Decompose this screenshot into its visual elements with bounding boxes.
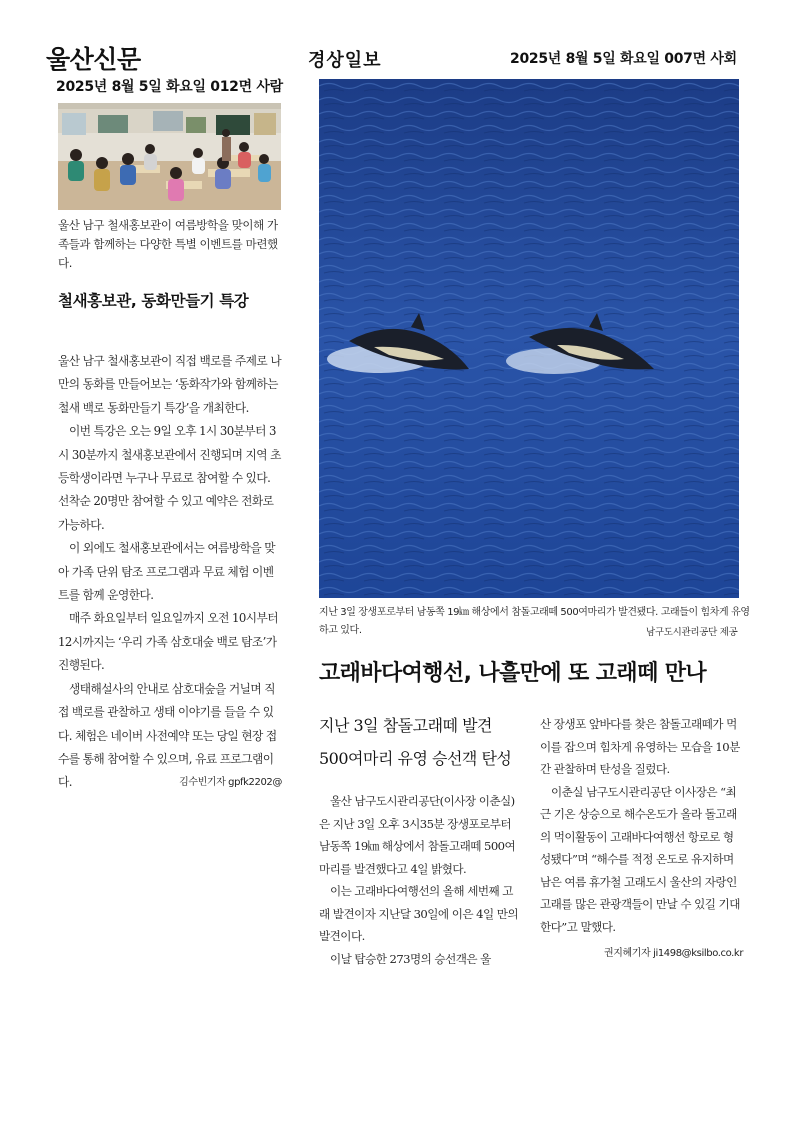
left-article-heading: 철새홍보관, 동화만들기 특강 <box>58 292 249 310</box>
left-paper-date: 2025년 8월 5일 화요일 012면 사람 <box>56 79 283 95</box>
left-photo-caption: 울산 남구 철새홍보관이 여름방학을 맞이해 가족들과 함께하는 다양한 특별 이벤트를 마련했다. <box>58 218 278 270</box>
left-paragraph: 매주 화요일부터 일요일까지 오전 10시부터 12시까지는 ‘우리 가족 삼호대숲 백로 탐조’가 진행된다. <box>58 611 279 673</box>
left-paragraph: 이번 특강은 오는 9일 오후 1시 30분부터 3시 30분까지 철새홍보관에서 진행되며 지역 초등학생이라면 누구나 무료로 참여할 수 있다. 선착순 20명만 참여할 수 있고 예약은 전화로 가능하다. <box>58 424 281 532</box>
article-paragraph: 이는 고래바다여행선의 올해 세번째 고래 발견이자 지난달 30일에 이은 4일 만의 발견이다. <box>319 884 519 943</box>
classroom-photo <box>58 103 281 210</box>
center-paper-name: 경상일보 <box>308 50 382 71</box>
left-paragraph: 이 외에도 철새홍보관에서는 여름방학을 맞아 가족 단위 탐조 프로그램과 무료 체험 이벤트를 함께 운영한다. <box>58 541 275 603</box>
main-photo-caption: 지난 3일 장생포로부터 남동쪽 19㎞ 해상에서 참돌고래떼 500여마리가 발견됐다. 고래들이 힘차게 유영하고 있다. <box>319 607 750 636</box>
photo-credit: 남구도시관리공단 제공 <box>646 627 738 638</box>
article-paragraph: 산 장생포 앞바다를 찾은 참돌고래떼가 먹이를 잡으며 힘차게 유영하는 모습을 10분간 관찰하며 탄성을 질렀다. <box>540 717 740 776</box>
main-headline: 고래바다여행선, 나흘만에 또 고래떼 만나 <box>319 661 707 686</box>
subheadline-1: 지난 3일 참돌고래떼 발견 <box>319 716 492 735</box>
main-byline: 권지혜기자 ji1498@ksilbo.co.kr <box>604 948 744 959</box>
article-paragraph: 이날 탑승한 273명의 승선객은 울 <box>330 951 491 966</box>
left-paragraph-text: 생태해설사의 안내로 삼호대숲을 거닐며 직접 백로를 관찰하고 생태 이야기를 들을 수 있다. 체험은 네이버 사전예약 또는 당일 현장 접수를 통해 참여할 수 있으며, 유료 프로그램이다. <box>58 681 277 790</box>
main-article-column-1 <box>319 790 519 970</box>
left-paper-name: 울산신문 <box>46 45 141 74</box>
article-paragraph: 이춘실 남구도시관리공단 이사장은 “최근 기온 상승으로 해수온도가 올라 돌고래의 먹이활동이 고래바다여행선 항로로 형성됐다”며 “해수를 적정 온도로 유지하며 남은 여름 휴가철 고래도시 울산의 자랑인 고래를 많은 관광객들이 만날 수 있길 기대한다”고 말했다. <box>540 784 740 934</box>
article-paragraph: 울산 남구도시관리공단(이사장 이춘실)은 지난 3일 오후 3시35분 장생포로부터 남동쪽 19㎞ 해상에서 참돌고래떼 500여마리를 발견했다고 4일 밝혔다. <box>319 794 516 876</box>
left-byline: 김수빈기자 gpfk2202@ <box>179 777 282 789</box>
left-article-body <box>58 350 282 795</box>
main-article-column-2 <box>540 713 742 938</box>
left-paragraph: 울산 남구 철새홍보관이 직접 백로를 주제로 나만의 동화를 만들어보는 ‘동화작가와 함께하는 철새 백로 동화만들기 특강’을 개최한다. <box>58 354 282 415</box>
left-paragraph <box>58 678 282 795</box>
dolphins-photo <box>319 79 739 598</box>
subheadline-2: 500여마리 유영 승선객 탄성 <box>319 749 512 768</box>
right-paper-date: 2025년 8월 5일 화요일 007면 사회 <box>510 51 737 67</box>
